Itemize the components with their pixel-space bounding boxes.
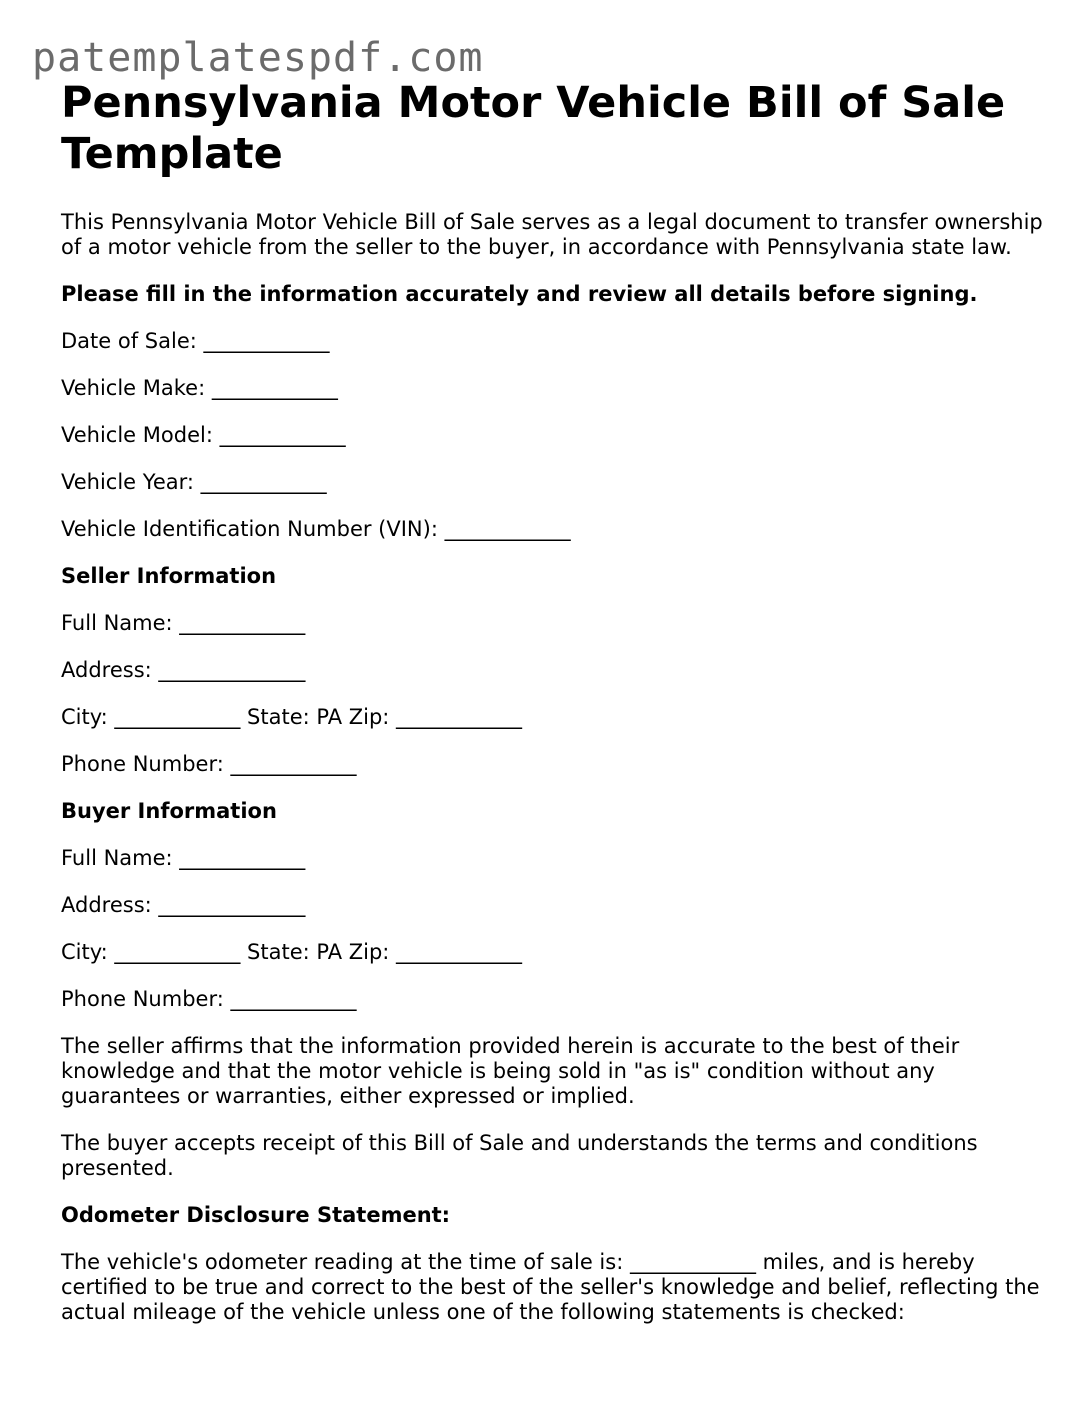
seller-full-name-field[interactable]: Full Name: ____________	[61, 611, 306, 635]
odometer-statement[interactable]: The vehicle's odometer reading at the time of sale is: ____________ miles, and is hereby certified to be true and correct to the best of the seller's knowledge and belief, reflecting the actual mileage of the vehicle unless one of the following statements is checked:	[61, 1250, 1040, 1324]
vehicle-model-field[interactable]: Vehicle Model: ____________	[61, 423, 346, 447]
instruction-text: Please fill in the information accurately and review all details before signing.	[61, 282, 978, 306]
vehicle-year-field[interactable]: Vehicle Year: ____________	[61, 470, 327, 494]
odometer-section-heading: Odometer Disclosure Statement:	[61, 1203, 451, 1227]
buyer-city-state-zip-field[interactable]: City: ____________ State: PA Zip: ____________	[61, 940, 523, 964]
buyer-section-heading: Buyer Information	[61, 799, 277, 823]
seller-section-heading: Seller Information	[61, 564, 277, 588]
buyer-acceptance-paragraph: The buyer accepts receipt of this Bill of Sale and understands the terms and conditions presented.	[61, 1131, 978, 1180]
intro-paragraph: This Pennsylvania Motor Vehicle Bill of Sale serves as a legal document to transfer ownership of a motor vehicle from the seller to the buyer, in accordance with Pennsylvania state law.	[61, 210, 1043, 259]
seller-address-field[interactable]: Address: ______________	[61, 658, 306, 682]
document-body	[61, 78, 1051, 1325]
seller-phone-field[interactable]: Phone Number: ____________	[61, 752, 357, 776]
seller-affirmation-paragraph: The seller affirms that the information provided herein is accurate to the best of their knowledge and that the motor vehicle is being sold in "as is" condition without any guarantees or warranties, either expressed or implied.	[61, 1034, 960, 1108]
page-title: Pennsylvania Motor Vehicle Bill of Sale Template	[61, 78, 1006, 179]
buyer-address-field[interactable]: Address: ______________	[61, 893, 306, 917]
watermark: patemplatespdf.com	[32, 35, 484, 81]
buyer-full-name-field[interactable]: Full Name: ____________	[61, 846, 306, 870]
vin-field[interactable]: Vehicle Identification Number (VIN): ____________	[61, 517, 571, 541]
seller-city-state-zip-field[interactable]: City: ____________ State: PA Zip: ____________	[61, 705, 523, 729]
date-of-sale-field[interactable]: Date of Sale: ____________	[61, 329, 330, 353]
buyer-phone-field[interactable]: Phone Number: ____________	[61, 987, 357, 1011]
vehicle-make-field[interactable]: Vehicle Make: ____________	[61, 376, 338, 400]
